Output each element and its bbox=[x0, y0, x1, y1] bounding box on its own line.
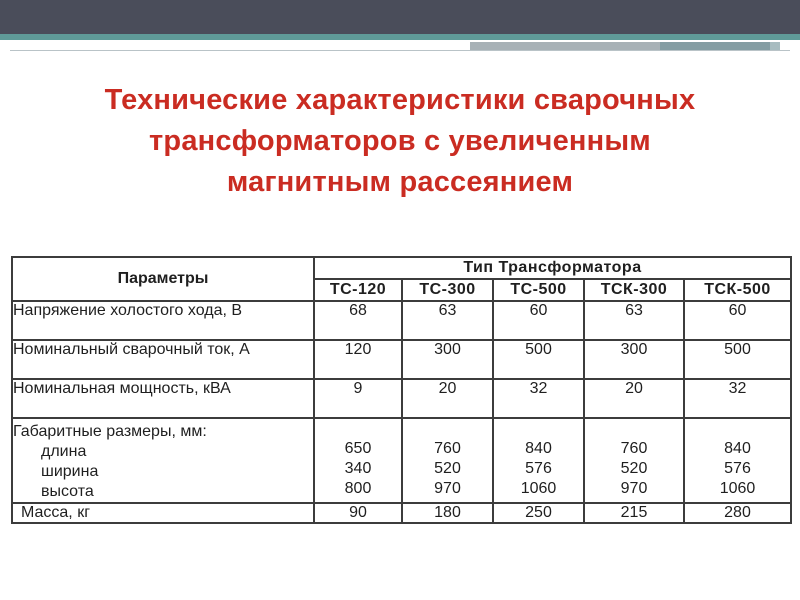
dimension-value: 840 bbox=[525, 440, 552, 457]
dimension-value: 970 bbox=[620, 480, 648, 497]
dimension-value: 1060 bbox=[719, 480, 756, 497]
dimension-width-label: ширина bbox=[41, 463, 99, 480]
table-cell: 250 bbox=[493, 503, 584, 523]
model-header: ТСК-300 bbox=[584, 279, 684, 301]
dimension-value: 520 bbox=[620, 460, 648, 477]
slide-title bbox=[40, 80, 760, 203]
dimension-value: 970 bbox=[434, 480, 461, 497]
dimension-value: 340 bbox=[344, 460, 372, 477]
table-cell: 9 bbox=[314, 379, 402, 418]
table-row bbox=[12, 340, 791, 379]
table-cell: 300 bbox=[402, 340, 493, 379]
table-header-row bbox=[12, 257, 791, 279]
dimension-value: 576 bbox=[724, 460, 751, 477]
dimensions-cell bbox=[493, 418, 584, 503]
dimension-value: 576 bbox=[525, 460, 552, 477]
table-cell: 63 bbox=[402, 301, 493, 340]
table-cell: 180 bbox=[402, 503, 493, 523]
table-cell: 215 bbox=[584, 503, 684, 523]
dimension-value: 650 bbox=[344, 440, 372, 457]
dimension-value: 840 bbox=[724, 440, 751, 457]
title-line-3: магнитным рассеянием bbox=[226, 166, 574, 198]
model-header: ТС-300 bbox=[402, 279, 493, 301]
table-cell: 63 bbox=[584, 301, 684, 340]
table-row bbox=[12, 301, 791, 340]
dimension-value: 1060 bbox=[520, 480, 557, 497]
dimensions-cell bbox=[402, 418, 493, 503]
dimension-value: 760 bbox=[434, 440, 461, 457]
table-cell: 500 bbox=[493, 340, 584, 379]
dimensions-label: Габаритные размеры, мм: bbox=[13, 423, 207, 440]
spec-table bbox=[11, 256, 792, 524]
top-banner-accent-dark bbox=[660, 42, 780, 50]
row-label: Номинальный сварочный ток, А bbox=[12, 340, 314, 379]
dimensions-row bbox=[12, 418, 791, 503]
dimensions-cell bbox=[684, 418, 791, 503]
dimension-length-label: длина bbox=[41, 443, 87, 460]
dimension-value: 800 bbox=[344, 480, 372, 497]
table-cell: 280 bbox=[684, 503, 791, 523]
table-cell: 32 bbox=[684, 379, 791, 418]
params-header: Параметры bbox=[12, 257, 314, 301]
table-cell: 20 bbox=[584, 379, 684, 418]
table-cell: 500 bbox=[684, 340, 791, 379]
table-cell: 120 bbox=[314, 340, 402, 379]
title-line-2: трансформаторов с увеличенным bbox=[149, 125, 651, 157]
model-header: ТС-120 bbox=[314, 279, 402, 301]
dimensions-cell bbox=[314, 418, 402, 503]
row-label: Масса, кг bbox=[12, 503, 314, 523]
model-header: ТСК-500 bbox=[684, 279, 791, 301]
dimension-value: 520 bbox=[434, 460, 461, 477]
type-header: Тип Трансформатора bbox=[314, 257, 791, 279]
top-banner-rule bbox=[10, 50, 790, 51]
mass-row bbox=[12, 503, 791, 523]
table-cell: 300 bbox=[584, 340, 684, 379]
dimensions-cell bbox=[584, 418, 684, 503]
table-row bbox=[12, 379, 791, 418]
table-cell: 60 bbox=[684, 301, 791, 340]
model-header: ТС-500 bbox=[493, 279, 584, 301]
row-label: Напряжение холостого хода, В bbox=[12, 301, 314, 340]
dimension-value: 760 bbox=[620, 440, 648, 457]
table-cell: 90 bbox=[314, 503, 402, 523]
table-cell: 60 bbox=[493, 301, 584, 340]
top-banner bbox=[0, 0, 800, 34]
table-cell: 32 bbox=[493, 379, 584, 418]
dimensions-label-cell bbox=[12, 418, 314, 503]
dimension-height-label: высота bbox=[41, 483, 94, 500]
row-label: Номинальная мощность, кВА bbox=[12, 379, 314, 418]
title-line-1: Технические характеристики сварочных bbox=[104, 84, 696, 116]
table-cell: 20 bbox=[402, 379, 493, 418]
table-cell: 68 bbox=[314, 301, 402, 340]
